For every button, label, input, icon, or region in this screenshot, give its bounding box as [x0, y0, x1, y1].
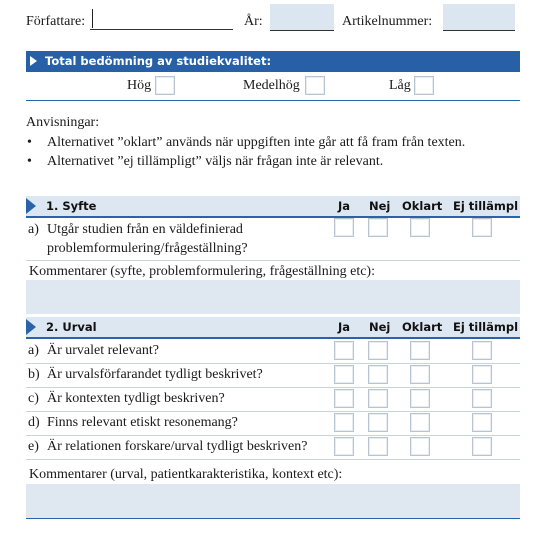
answer-not-applicable-checkbox[interactable]	[472, 413, 492, 432]
answer-no-checkbox[interactable]	[368, 218, 388, 237]
quality-medium-checkbox[interactable]	[305, 76, 325, 95]
comment-label: Kommentarer (syfte, problemformulering, frågeställning etc):	[29, 264, 375, 279]
answer-no-checkbox[interactable]	[368, 389, 388, 408]
answer-no-checkbox[interactable]	[368, 437, 388, 456]
answer-yes-checkbox[interactable]	[334, 218, 354, 237]
section-divider	[26, 518, 520, 519]
question-text: Är urvalsförfarandet tydligt beskrivet?	[47, 367, 263, 382]
column-yes: Ja	[338, 320, 351, 334]
instructions-title: Anvisningar:	[26, 115, 100, 130]
question-row	[26, 435, 520, 460]
article-number-label: Artikelnummer:	[342, 14, 433, 29]
answer-yes-checkbox[interactable]	[334, 389, 354, 408]
answer-not-applicable-checkbox[interactable]	[472, 341, 492, 360]
quality-option-low-label: Låg	[389, 78, 411, 93]
quality-row	[26, 72, 520, 101]
column-unclear: Oklart	[402, 199, 443, 213]
section-title: 1. Syfte	[46, 199, 97, 213]
column-unclear: Oklart	[402, 320, 443, 334]
column-no: Nej	[369, 199, 391, 213]
answer-unclear-checkbox[interactable]	[410, 365, 430, 384]
instruction-item: Alternativet ”ej tillämpligt” väljs när frågan inte är relevant.	[47, 154, 384, 169]
answer-yes-checkbox[interactable]	[334, 413, 354, 432]
question-row	[26, 363, 520, 388]
arrow-right-icon	[26, 319, 36, 335]
arrow-right-icon	[26, 198, 36, 214]
question-text: Är urvalet relevant?	[47, 343, 159, 358]
answer-unclear-checkbox[interactable]	[410, 218, 430, 237]
answer-not-applicable-checkbox[interactable]	[472, 365, 492, 384]
question-letter: e)	[28, 439, 39, 454]
column-yes: Ja	[338, 199, 351, 213]
section-1-header	[26, 196, 520, 218]
answer-not-applicable-checkbox[interactable]	[472, 218, 492, 237]
column-no: Nej	[369, 320, 391, 334]
question-text: Utgår studien från en väldefinierad	[47, 222, 243, 237]
author-field[interactable]	[90, 11, 233, 30]
column-not-applicable: Ej tillämpl	[453, 320, 519, 334]
answer-no-checkbox[interactable]	[368, 365, 388, 384]
bullet-icon: •	[27, 135, 32, 150]
quality-high-checkbox[interactable]	[155, 76, 175, 95]
answer-unclear-checkbox[interactable]	[410, 389, 430, 408]
arrow-right-icon	[30, 56, 37, 66]
answer-unclear-checkbox[interactable]	[410, 341, 430, 360]
question-letter: a)	[28, 343, 39, 358]
comment-field[interactable]	[26, 484, 520, 518]
answer-not-applicable-checkbox[interactable]	[472, 437, 492, 456]
quality-option-high-label: Hög	[127, 78, 152, 93]
section-title: 2. Urval	[46, 320, 97, 334]
answer-unclear-checkbox[interactable]	[410, 413, 430, 432]
answer-no-checkbox[interactable]	[368, 413, 388, 432]
question-text: Är relationen forskare/urval tydligt beskriven?	[47, 439, 308, 454]
year-label: År:	[244, 14, 263, 29]
comment-label: Kommentarer (urval, patientkarakteristika, kontext etc):	[29, 467, 343, 482]
question-row	[26, 218, 520, 261]
section-2-header	[26, 317, 520, 339]
quality-banner	[26, 51, 520, 72]
answer-yes-checkbox[interactable]	[334, 437, 354, 456]
answer-yes-checkbox[interactable]	[334, 365, 354, 384]
answer-unclear-checkbox[interactable]	[410, 437, 430, 456]
author-label: Författare:	[26, 14, 86, 29]
question-letter: b)	[28, 367, 40, 382]
year-field[interactable]	[270, 4, 334, 31]
quality-title: Total bedömning av studiekvalitet:	[45, 54, 272, 68]
question-text: Finns relevant etiskt resonemang?	[47, 415, 238, 430]
question-row	[26, 339, 520, 364]
article-number-field[interactable]	[443, 4, 515, 31]
quality-option-medium-label: Medelhög	[243, 78, 300, 93]
answer-yes-checkbox[interactable]	[334, 341, 354, 360]
question-text-continued: problemformulering/frågeställning?	[47, 241, 248, 256]
question-letter: a)	[28, 222, 39, 237]
comment-field[interactable]	[26, 280, 520, 314]
question-letter: d)	[28, 415, 40, 430]
bullet-icon: •	[27, 154, 32, 169]
quality-low-checkbox[interactable]	[414, 76, 434, 95]
question-letter: c)	[28, 391, 39, 406]
question-text: Är kontexten tydligt beskriven?	[47, 391, 225, 406]
answer-no-checkbox[interactable]	[368, 341, 388, 360]
question-row	[26, 387, 520, 412]
answer-not-applicable-checkbox[interactable]	[472, 389, 492, 408]
instruction-item: Alternativet ”oklart” används när uppgiften inte går att få fram från texten.	[47, 135, 466, 150]
column-not-applicable: Ej tillämpl	[453, 199, 519, 213]
question-row	[26, 411, 520, 436]
